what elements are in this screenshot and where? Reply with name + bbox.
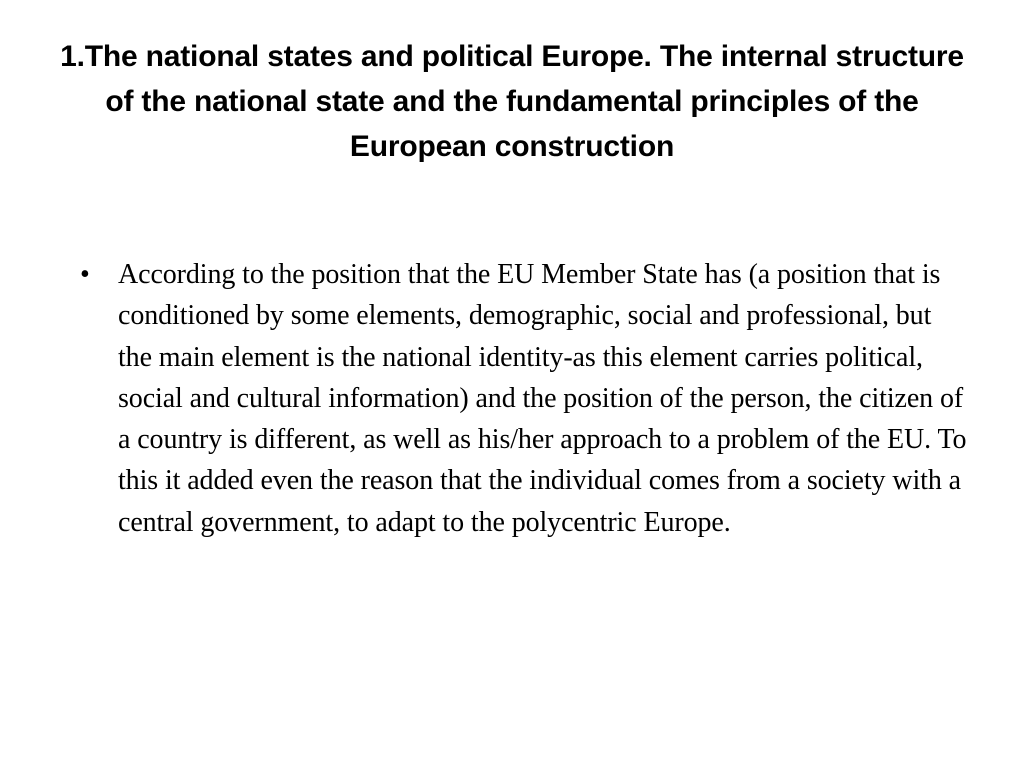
slide-title: 1.The national states and political Europe. The internal structure of the national state and the fundamental principles of the European construction bbox=[60, 40, 964, 163]
bullet-text: According to the position that the EU Member State has (a position that is conditioned by some elements, demographic, social and professional, but the main element is the national identity-as this element carries political, social and cultural information) and the position of the person, the citizen of a country is different, as well as his/her approach to a problem of the EU. To this it added even the reason that the individual comes from a society with a central government, to adapt to the polycentric Europe. bbox=[118, 259, 967, 538]
bullet-dot-icon: • bbox=[80, 259, 90, 290]
bullet-list bbox=[78, 254, 968, 543]
bullet-item bbox=[78, 254, 968, 543]
